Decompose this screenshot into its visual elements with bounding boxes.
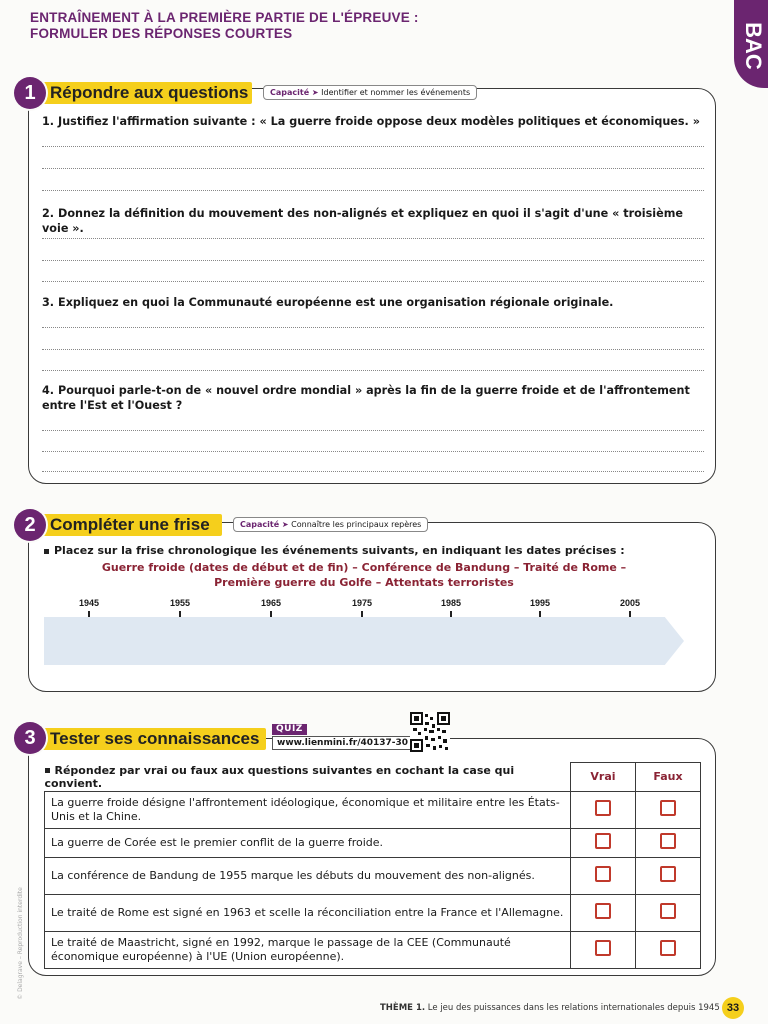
- faux-checkbox[interactable]: [660, 940, 676, 956]
- timeline-tick: [629, 611, 631, 617]
- table-row: [45, 828, 701, 857]
- timeline-bar[interactable]: [44, 617, 684, 665]
- timeline-year: 1995: [529, 598, 551, 608]
- table-row: [45, 931, 701, 968]
- vf-instruction-cell: [45, 763, 571, 792]
- bullet-icon: [44, 549, 49, 554]
- section-1-box: [28, 88, 716, 484]
- statement-text: La conférence de Bandung de 1955 marque les débuts du mouvement des non-alignés.: [45, 857, 571, 894]
- vrai-checkbox[interactable]: [595, 866, 611, 882]
- side-credit: © Delagrave – Reproduction interdite: [16, 887, 24, 1000]
- capacite-text: Identifier et nommer les événements: [321, 88, 471, 97]
- question-1: [42, 114, 706, 129]
- statement-text: La guerre de Corée est le premier conflit de la guerre froide.: [45, 828, 571, 857]
- bac-tab: [734, 0, 768, 88]
- quiz-badge: QUIZ: [272, 724, 307, 735]
- vrai-cell: [571, 828, 636, 857]
- col-vrai-header: Vrai: [571, 763, 636, 792]
- answer-line[interactable]: [42, 238, 704, 239]
- timeline-tick: [270, 611, 272, 617]
- vrai-checkbox[interactable]: [595, 903, 611, 919]
- section-3-instruction: Répondez par vrai ou faux aux questions suivantes en cochant la case qui convient.: [44, 763, 515, 790]
- answer-line[interactable]: [42, 168, 704, 169]
- section-3-number: 3: [14, 722, 46, 754]
- vrai-cell: [571, 791, 636, 828]
- statement-text: Le traité de Rome est signé en 1963 et scelle la réconciliation entre la France et l'Allemagne.: [45, 894, 571, 931]
- vrai-cell: [571, 931, 636, 968]
- timeline-year: 2005: [619, 598, 641, 608]
- page-number: 33: [722, 997, 744, 1019]
- answer-line[interactable]: [42, 471, 704, 472]
- question-text: Justifiez l'affirmation suivante : « La guerre froide oppose deux modèles politiques et économiques. »: [58, 115, 700, 128]
- question-number: 4.: [42, 384, 55, 397]
- timeline-year: 1985: [440, 598, 462, 608]
- answer-line[interactable]: [42, 146, 704, 147]
- faux-checkbox[interactable]: [660, 866, 676, 882]
- page-header: [30, 10, 419, 42]
- table-row: [45, 857, 701, 894]
- footer-text: Le jeu des puissances dans les relations internationales depuis 1945: [427, 1003, 720, 1013]
- header-title-line2: FORMULER DES RÉPONSES COURTES: [30, 26, 293, 41]
- faux-cell: [636, 857, 701, 894]
- answer-line[interactable]: [42, 190, 704, 191]
- section-1-title: Répondre aux questions: [50, 83, 249, 102]
- section-2-number: 2: [14, 509, 46, 541]
- section-3-title: Tester ses connaissances: [50, 729, 260, 748]
- vrai-faux-table: [44, 762, 701, 969]
- vrai-checkbox[interactable]: [595, 800, 611, 816]
- question-4: [42, 383, 710, 413]
- vrai-checkbox[interactable]: [595, 833, 611, 849]
- answer-line[interactable]: [42, 451, 704, 452]
- faux-cell: [636, 828, 701, 857]
- statement-text: Le traité de Maastricht, signé en 1992, marque le passage de la CEE (Communauté économique européenne) à l'UE (Union européenne).: [45, 931, 571, 968]
- timeline-tick: [539, 611, 541, 617]
- timeline-year: 1945: [78, 598, 100, 608]
- timeline-tick: [88, 611, 90, 617]
- question-2: [42, 206, 706, 236]
- vrai-checkbox[interactable]: [595, 940, 611, 956]
- events-line-1: Guerre froide (dates de début et de fin) – Conférence de Bandung – Traité de Rome –: [101, 561, 627, 574]
- section-1-number: 1: [14, 77, 46, 109]
- question-text: Donnez la définition du mouvement des non-alignés et expliquez en quoi il s'agit d'une « troisième voie ».: [42, 207, 683, 235]
- question-text: Expliquez en quoi la Communauté européenne est une organisation régionale originale.: [58, 296, 614, 309]
- vrai-cell: [571, 894, 636, 931]
- answer-line[interactable]: [42, 260, 704, 261]
- faux-checkbox[interactable]: [660, 800, 676, 816]
- timeline-year: 1955: [169, 598, 191, 608]
- events-line-2: Première guerre du Golfe – Attentats terroristes: [214, 576, 514, 589]
- bullet-icon: [45, 768, 50, 773]
- answer-line[interactable]: [42, 327, 704, 328]
- question-text: Pourquoi parle-t-on de « nouvel ordre mondial » après la fin de la guerre froide et de l'affrontement entre l'Est et l'Ouest ?: [42, 384, 690, 412]
- answer-line[interactable]: [42, 349, 704, 350]
- table-row: [45, 894, 701, 931]
- footer-theme: THÈME 1.: [380, 1003, 426, 1013]
- capacite-label: Capacité ➤: [270, 88, 319, 97]
- timeline-tick: [450, 611, 452, 617]
- capacite-label: Capacité ➤: [240, 520, 289, 529]
- question-number: 3.: [42, 296, 55, 309]
- instruction-text: Placez sur la frise chronologique les événements suivants, en indiquant les dates précises :: [54, 544, 625, 557]
- answer-line[interactable]: [42, 370, 704, 371]
- faux-cell: [636, 931, 701, 968]
- header-title-line1: ENTRAÎNEMENT À LA PREMIÈRE PARTIE DE L'ÉPREUVE :: [30, 10, 419, 25]
- faux-checkbox[interactable]: [660, 903, 676, 919]
- answer-line[interactable]: [42, 430, 704, 431]
- statement-text: La guerre froide désigne l'affrontement idéologique, économique et militaire entre les États-Unis et la Chine.: [45, 791, 571, 828]
- qr-code-icon[interactable]: [410, 712, 450, 752]
- vrai-cell: [571, 857, 636, 894]
- question-number: 1.: [42, 115, 55, 128]
- table-row: [45, 791, 701, 828]
- bac-tab-label: BAC: [741, 22, 766, 70]
- faux-cell: [636, 894, 701, 931]
- timeline-year: 1975: [351, 598, 373, 608]
- answer-line[interactable]: [42, 281, 704, 282]
- col-faux-header: Faux: [636, 763, 701, 792]
- faux-checkbox[interactable]: [660, 833, 676, 849]
- quiz-link[interactable]: www.lienmini.fr/40137-30: [272, 736, 413, 750]
- page-footer: [380, 1003, 720, 1013]
- question-3: [42, 295, 706, 310]
- timeline-tick: [361, 611, 363, 617]
- capacite-text: Connaître les principaux repères: [291, 520, 422, 529]
- faux-cell: [636, 791, 701, 828]
- section-2-capacite: [233, 517, 428, 532]
- question-number: 2.: [42, 207, 55, 220]
- section-2-title: Compléter une frise: [50, 515, 210, 534]
- section-2-instruction: [44, 543, 684, 558]
- timeline-tick: [179, 611, 181, 617]
- timeline-year: 1965: [260, 598, 282, 608]
- section-1-capacite: [263, 85, 477, 100]
